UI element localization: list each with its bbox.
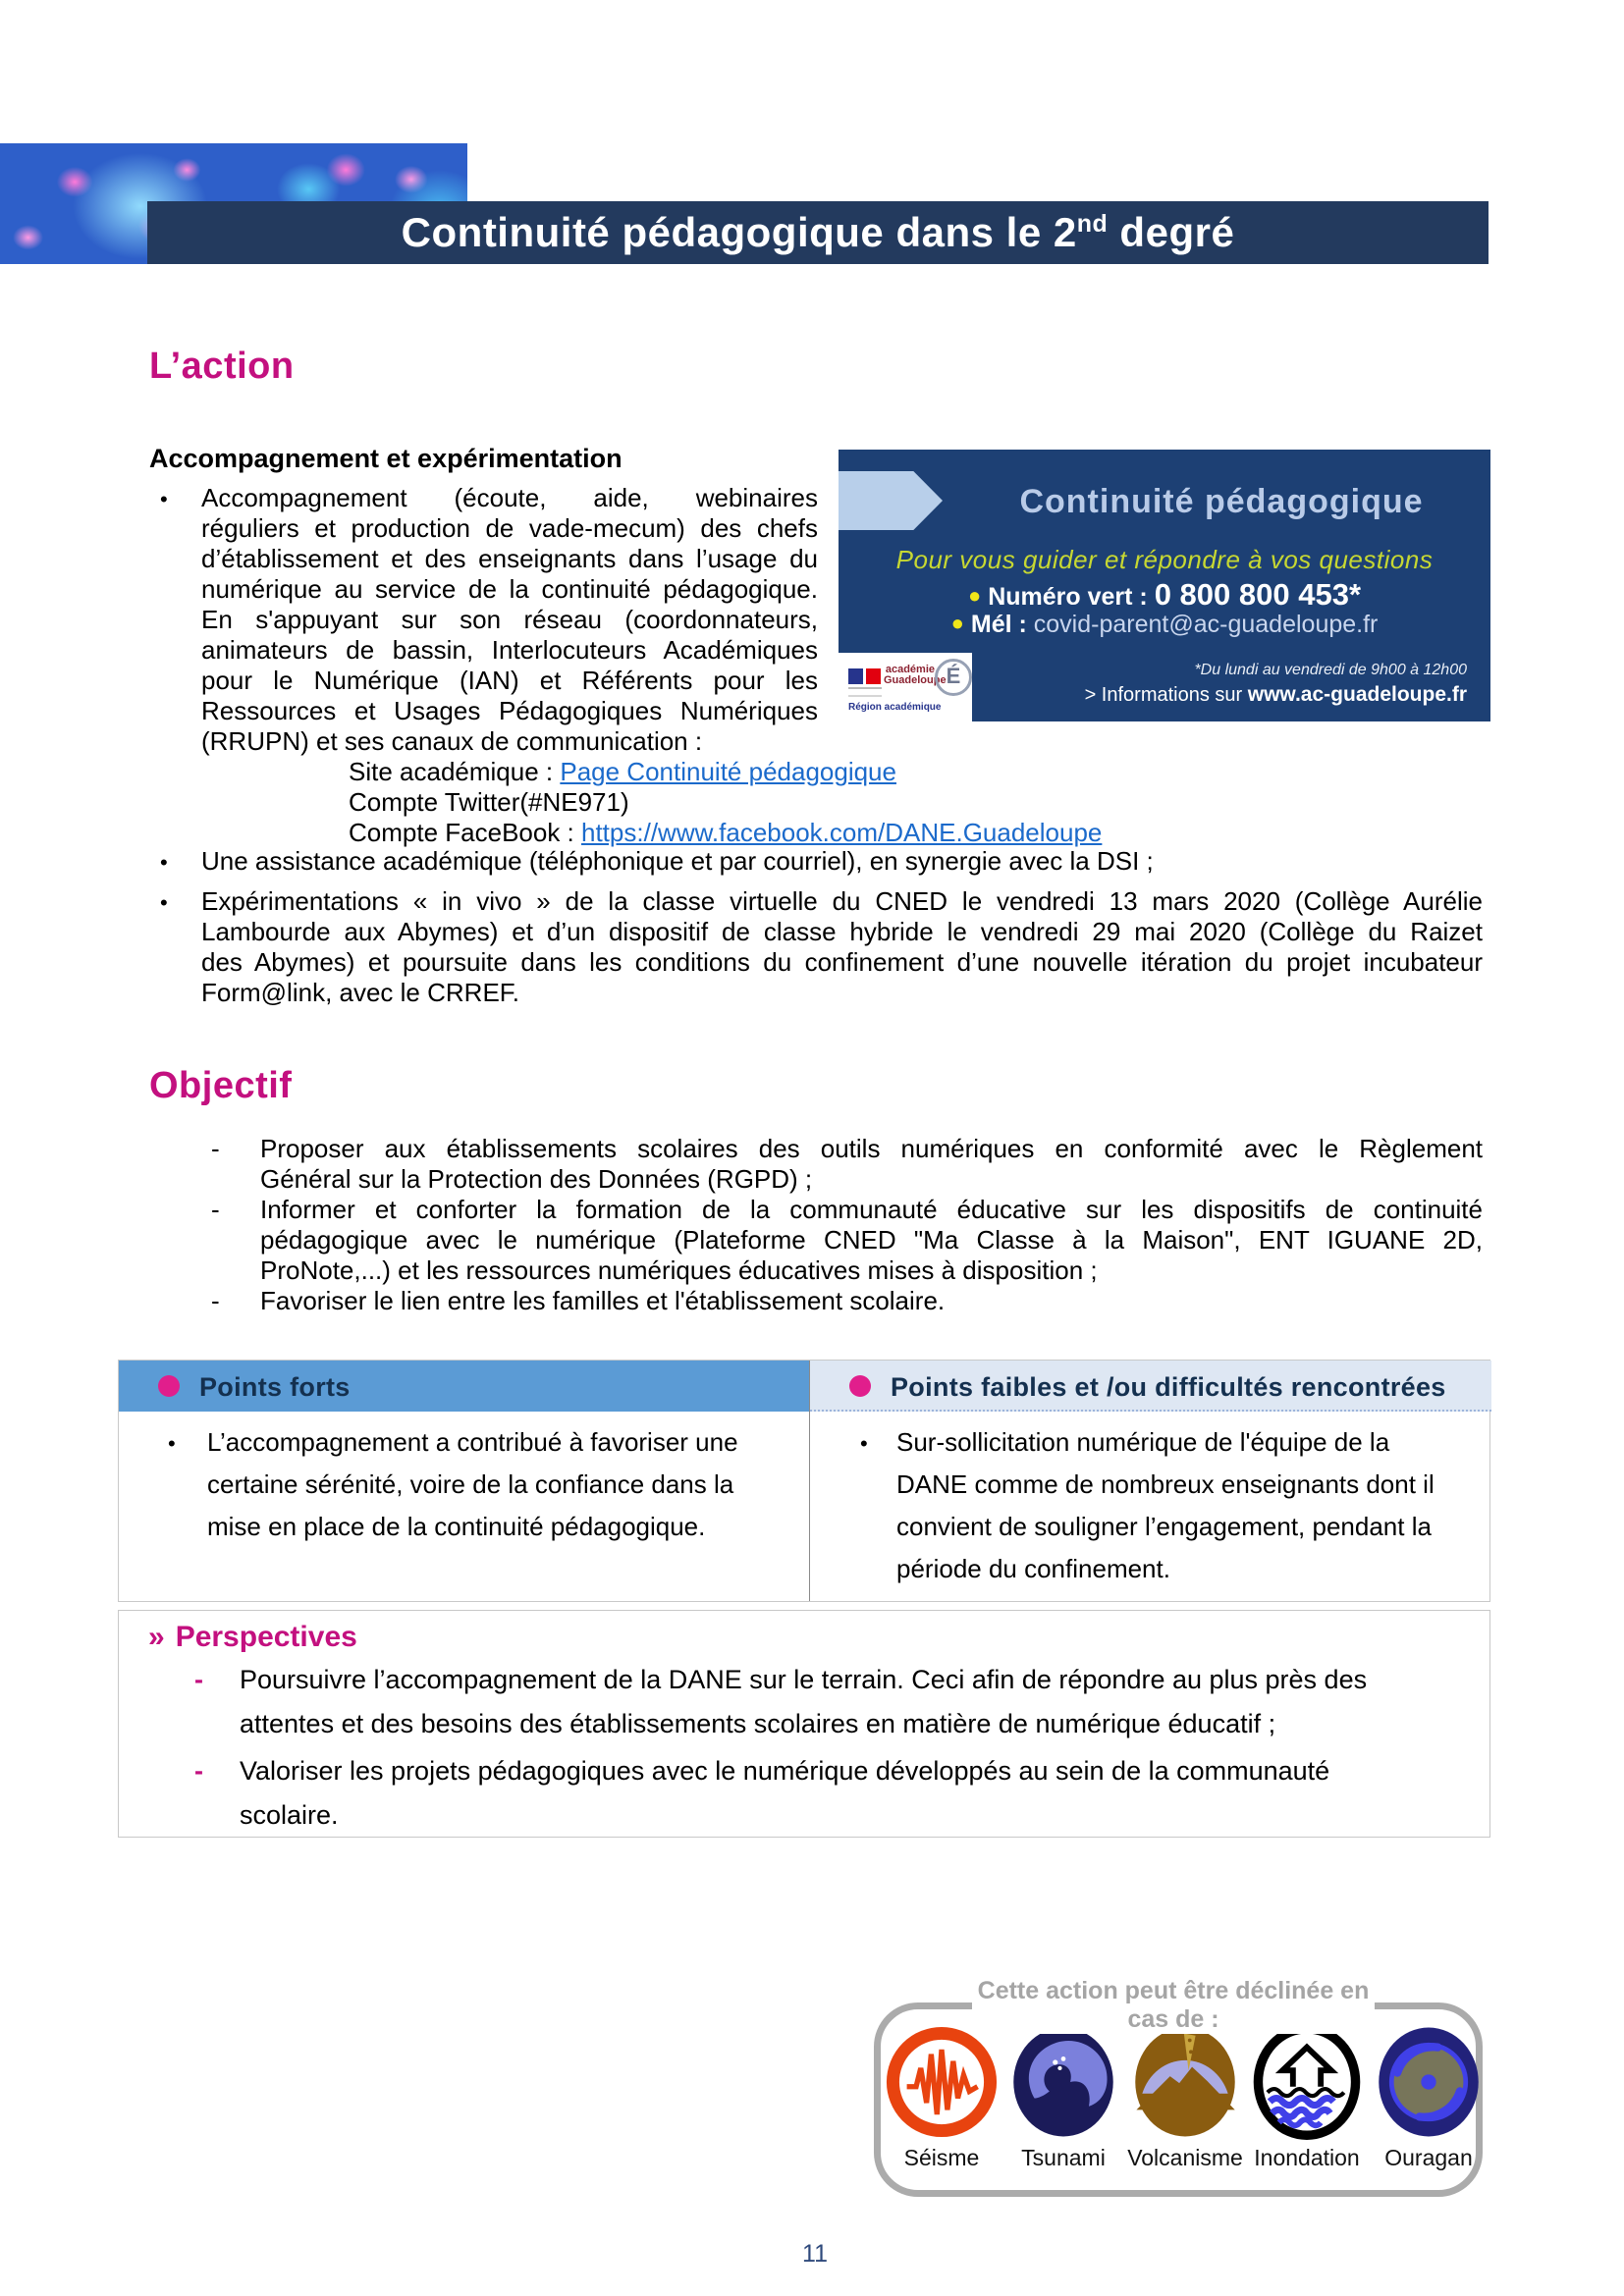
points-faibles-label: Points faibles et /ou difficultés rencontrées [891,1372,1446,1402]
dash-marker: - [211,1195,220,1224]
bullet-marker: • [160,487,168,511]
points-forts-cell: L’accompagnement a contribué à favoriser une certaine sérénité, voire de la confiance dans la mise en place de la continuité pédagogique. [207,1427,738,1541]
points-faibles-header [810,1361,1491,1412]
objectif-item-2: Informer et conforter la formation de la communauté éducative sur les dispositifs de continuité pédagogique avec le numérique (Plateforme CNED "Ma Classe à la Maison", ENT IGUANE 2D, ProNote,...) et les ressources numériques éducatives mises à disposition ; [260,1195,1483,1285]
hazard-seisme [881,2021,1002,2171]
yellow-dot-icon: ● [967,583,982,608]
page-number: 11 [802,2240,828,2268]
seisme-icon [884,2021,1000,2143]
academie-e-icon: É [935,659,972,696]
bullet-marker: • [160,850,168,875]
perspectives-box [118,1610,1490,1838]
action-bullet-3: Expérimentations « in vivo » de la classe virtuelle du CNED le vendredi 13 mars 2020 (Collège Aurélie Lambourde aux Abymes) et d’un dispositif de classe hybride le vendredi 29 mai 2020 (Collège du Raizet des Abymes) et poursuite dans les conditions du confinement d’une nouvelle itération du projet incubateur Form@link, avec le CRREF. [201,886,1483,1007]
infobox-tagline: Pour vous guider et répondre à vos questions [895,545,1434,574]
region-academique-label: Région académique [848,702,942,713]
hazards-caption: Cette action peut être déclinée en cas de : [972,1977,1375,2034]
academie-logo-panel [839,653,972,721]
hazard-label: Volcanisme [1127,2145,1243,2170]
infobox-numero-line [839,577,1490,613]
section-heading-action: L’action [149,346,295,387]
hazard-ouragan [1368,2021,1489,2171]
objectif-item-3: Favoriser le lien entre les familles et l'établissement scolaire. [260,1286,946,1315]
hazard-label: Inondation [1254,2145,1360,2170]
page-title: Continuité pédagogique dans le 2nd degré [401,209,1235,255]
section-heading-objectif: Objectif [149,1065,293,1106]
arrow-right-icon [839,471,943,530]
page-title-banner [147,201,1489,264]
perspectives-item-2: Valoriser les projets pédagogiques avec le numérique développés au sein de la communauté scolaire. [240,1756,1330,1830]
hazard-label: Ouragan [1384,2145,1473,2170]
points-faibles-cell: Sur-sollicitation numérique de l'équipe de la DANE comme de nombreux enseignants dont il convient de souligner l’engagement, pendant la période du confinement. [896,1427,1435,1583]
hazard-label: Séisme [903,2145,980,2170]
perspectives-heading: » Perspectives [148,1621,357,1653]
ouragan-icon [1371,2021,1487,2143]
flag-caption-lines [848,687,882,697]
infobox-hours: *Du lundi au vendredi de 9h00 à 12h00 [1194,662,1467,678]
dash-marker: - [211,1286,220,1315]
hazard-label: Tsunami [1021,2145,1106,2170]
hazard-inondation [1246,2021,1368,2171]
action-bullet-1: Accompagnement (écoute, aide, webinaires réguliers et production de vade-mecum) des chefs d’établissement et des enseignants dans l’usage du numérique au service de la continuité pédagogique. En s'appuyant sur son réseau (coordonnateurs, animateurs de bassin, Interlocuteurs Académiques pour le Numérique (IAN) et Référents pour les Ressources et Usages Pédagogiques Numériques (RRUPN) et ses canaux de communication : [201,483,818,756]
site-line: Site académique : Page Continuité pédagogique [349,757,896,786]
infobox-mel-line [839,611,1490,639]
magenta-dot-icon [849,1375,871,1397]
link-facebook-dane[interactable]: https://www.facebook.com/DANE.Guadeloupe [581,818,1103,847]
magenta-dot-icon [158,1375,180,1397]
bullet-marker: • [168,1431,176,1456]
hazard-volcanisme [1124,2021,1246,2171]
numero-label: Numéro vert : [988,583,1155,611]
academie-label: académie Guadeloupe [884,664,947,686]
yellow-dot-icon: ● [950,611,964,635]
hazard-tsunami [1002,2021,1124,2171]
inondation-icon [1249,2021,1365,2143]
points-forts-label: Points forts [199,1372,351,1402]
mel-label: Mél : [970,611,1034,638]
points-table [118,1360,1490,1602]
dash-marker: - [194,1665,203,1694]
bullet-marker: • [860,1431,868,1456]
french-flag-icon [848,668,882,684]
continuite-info-box [839,450,1490,721]
action-links-block [349,757,1134,848]
perspectives-item-1: Poursuivre l’accompagnement de la DANE sur le terrain. Ceci afin de répondre au plus près des attentes et des besoins des établissements scolaires en matière de numérique éducatif ; [240,1665,1368,1738]
objectif-item-1: Proposer aux établissements scolaires des outils numériques en conformité avec le Règlement Général sur la Protection des Données (RGPD) ; [260,1134,1483,1194]
tsunami-icon [1005,2021,1121,2143]
infobox-title: Continuité pédagogique [1019,483,1424,520]
action-bullet-2: Une assistance académique (téléphonique et par courriel), en synergie avec la DSI ; [201,846,1154,876]
infobox-website-line: > Informations sur www.ac-guadeloupe.fr [1084,683,1467,706]
link-page-continuite[interactable]: Page Continuité pédagogique [560,757,896,786]
dash-marker: - [194,1756,203,1786]
bullet-marker: • [160,890,168,915]
numero-value: 0 800 800 453* [1154,577,1362,612]
title-superscript: nd [1076,210,1109,238]
table-column-divider [809,1361,810,1601]
infobox-website: www.ac-guadeloupe.fr [1247,683,1467,706]
dash-marker: - [211,1134,220,1163]
action-subheading: Accompagnement et expérimentation [149,444,623,473]
twitter-line: Compte Twitter(#NE971) [349,787,629,817]
facebook-line: Compte FaceBook : https://www.facebook.com/DANE.Guadeloupe [349,818,1103,847]
mel-address: covid-parent@ac-guadeloupe.fr [1033,611,1379,638]
double-chevron-icon: » [148,1621,162,1653]
volcanisme-icon [1127,2021,1243,2143]
points-forts-header [119,1361,810,1412]
